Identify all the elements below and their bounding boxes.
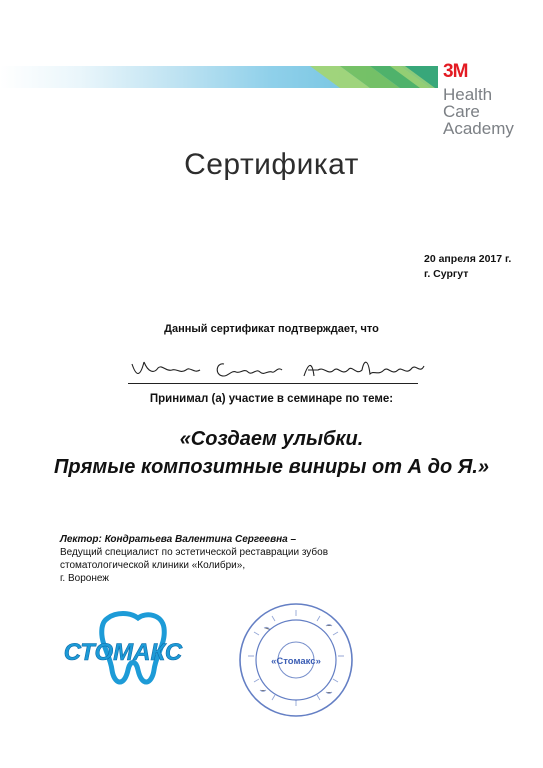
topic-line: «Создаем улыбки. — [179, 428, 364, 450]
seminar-topic — [0, 425, 543, 481]
participated-text: Принимал (а) участие в семинаре по теме: — [149, 393, 394, 405]
confirm-text: Данный сертификат подтверждает, что — [164, 323, 379, 335]
lecturer-heading — [60, 533, 328, 546]
stamp-center-text: «Стомакс» — [271, 656, 321, 667]
academy-line: Health — [443, 85, 493, 104]
header-stripes — [300, 66, 438, 146]
stomax-logo — [38, 610, 208, 692]
date-text: 20 апреля 2017 г. — [424, 253, 512, 265]
health-care-academy-logo — [443, 86, 514, 137]
city-text: г. Сургут — [424, 268, 469, 280]
date-block — [424, 252, 511, 282]
3m-logo: 3M — [443, 61, 468, 82]
lecturer-line: Ведущий специалист по эстетической реставрации зубов — [60, 547, 329, 558]
lecturer-label: Лектор: — [60, 534, 102, 545]
stomax-logo-text: СТОМАКС — [63, 639, 183, 666]
participant-handwritten-name — [128, 354, 428, 384]
lecturer-line: стоматологической клиники «Колибри», — [60, 560, 246, 571]
topic-line: Прямые композитные виниры от А до Я.» — [54, 456, 489, 478]
name-underline — [128, 383, 418, 384]
academy-line: Academy — [443, 119, 514, 138]
lecturer-line: г. Воронеж — [60, 573, 109, 584]
academy-line: Care — [443, 102, 480, 121]
organization-stamp — [236, 600, 356, 720]
lecturer-name: Кондратьева Валентина Сергеевна – — [104, 534, 297, 545]
lecturer-block — [60, 533, 328, 585]
certificate-title: Сертификат — [184, 148, 359, 181]
